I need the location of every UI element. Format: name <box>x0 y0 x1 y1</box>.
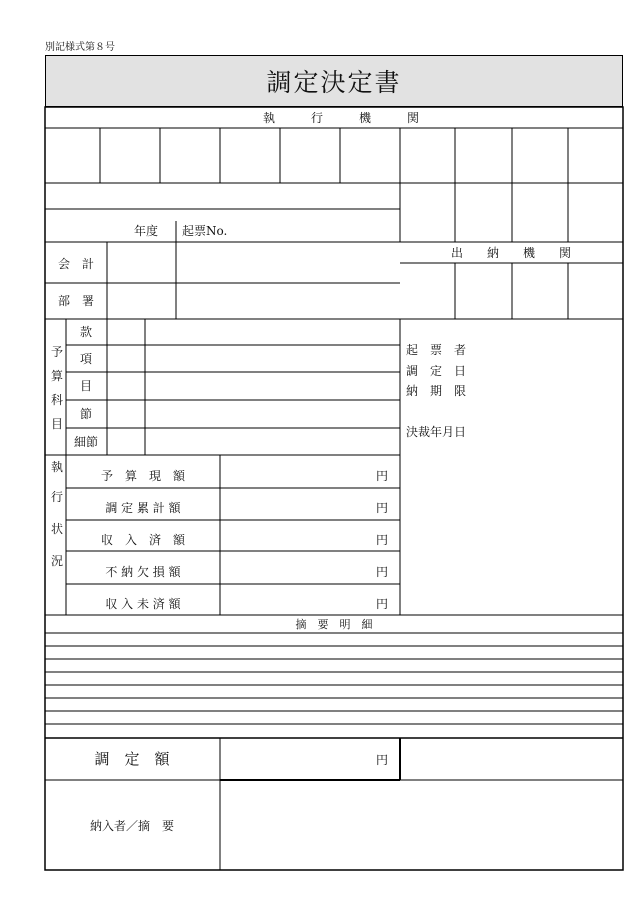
status-char-1: 執 <box>51 460 64 474</box>
disbursement-agency-header: 出 納 機 関 <box>450 246 572 260</box>
deadline-label: 納 期 限 <box>406 384 467 398</box>
adjust-date-label: 調 定 日 <box>406 364 467 378</box>
received-amount-label: 収 入 済 額 <box>100 533 186 547</box>
document-title: 調定決定書 <box>45 55 623 107</box>
adjust-cumulative-label: 調 定 累 計 額 <box>105 501 181 515</box>
department-label: 部 署 <box>57 294 95 308</box>
drafter-label: 起 票 者 <box>406 343 467 357</box>
budget-item-setsu: 節 <box>79 407 93 421</box>
execution-agency-header: 執 行 機 関 <box>262 111 420 125</box>
form-number-label: 別記様式第８号 <box>45 42 115 53</box>
budget-item-kan: 款 <box>79 325 93 339</box>
adjust-amount-label: 調 定 額 <box>94 750 170 768</box>
yen-unit: 円 <box>375 469 388 483</box>
voucher-no-label: 起票No. <box>182 224 228 238</box>
budget-subject-char-3: 科 <box>51 393 64 407</box>
yen-unit: 円 <box>375 597 388 611</box>
budget-item-moku: 目 <box>79 379 93 393</box>
uncollectible-amount-label: 不 納 欠 損 額 <box>105 565 181 579</box>
budget-item-saisetsu: 細節 <box>73 435 99 449</box>
summary-details-header: 摘 要 明 細 <box>295 618 373 631</box>
budget-subject-char-2: 算 <box>51 369 64 383</box>
status-char-2: 行 <box>51 490 64 504</box>
unreceived-amount-label: 収 入 未 済 額 <box>105 597 181 611</box>
accounting-label: 会 計 <box>57 257 95 271</box>
status-char-3: 状 <box>51 522 64 536</box>
yen-unit: 円 <box>375 501 388 515</box>
budget-subject-char-4: 目 <box>51 417 64 431</box>
budget-item-kou: 項 <box>79 352 93 366</box>
budget-subject-char-1: 予 <box>51 345 64 359</box>
year-label: 年度 <box>133 224 159 238</box>
status-char-4: 況 <box>51 554 64 568</box>
yen-unit: 円 <box>375 565 388 579</box>
approval-date-label: 決裁年月日 <box>406 425 467 439</box>
yen-unit: 円 <box>375 753 388 767</box>
budget-current-label: 予 算 現 額 <box>100 469 186 483</box>
yen-unit: 円 <box>375 533 388 547</box>
payer-summary-label: 納入者／摘 要 <box>89 819 175 833</box>
